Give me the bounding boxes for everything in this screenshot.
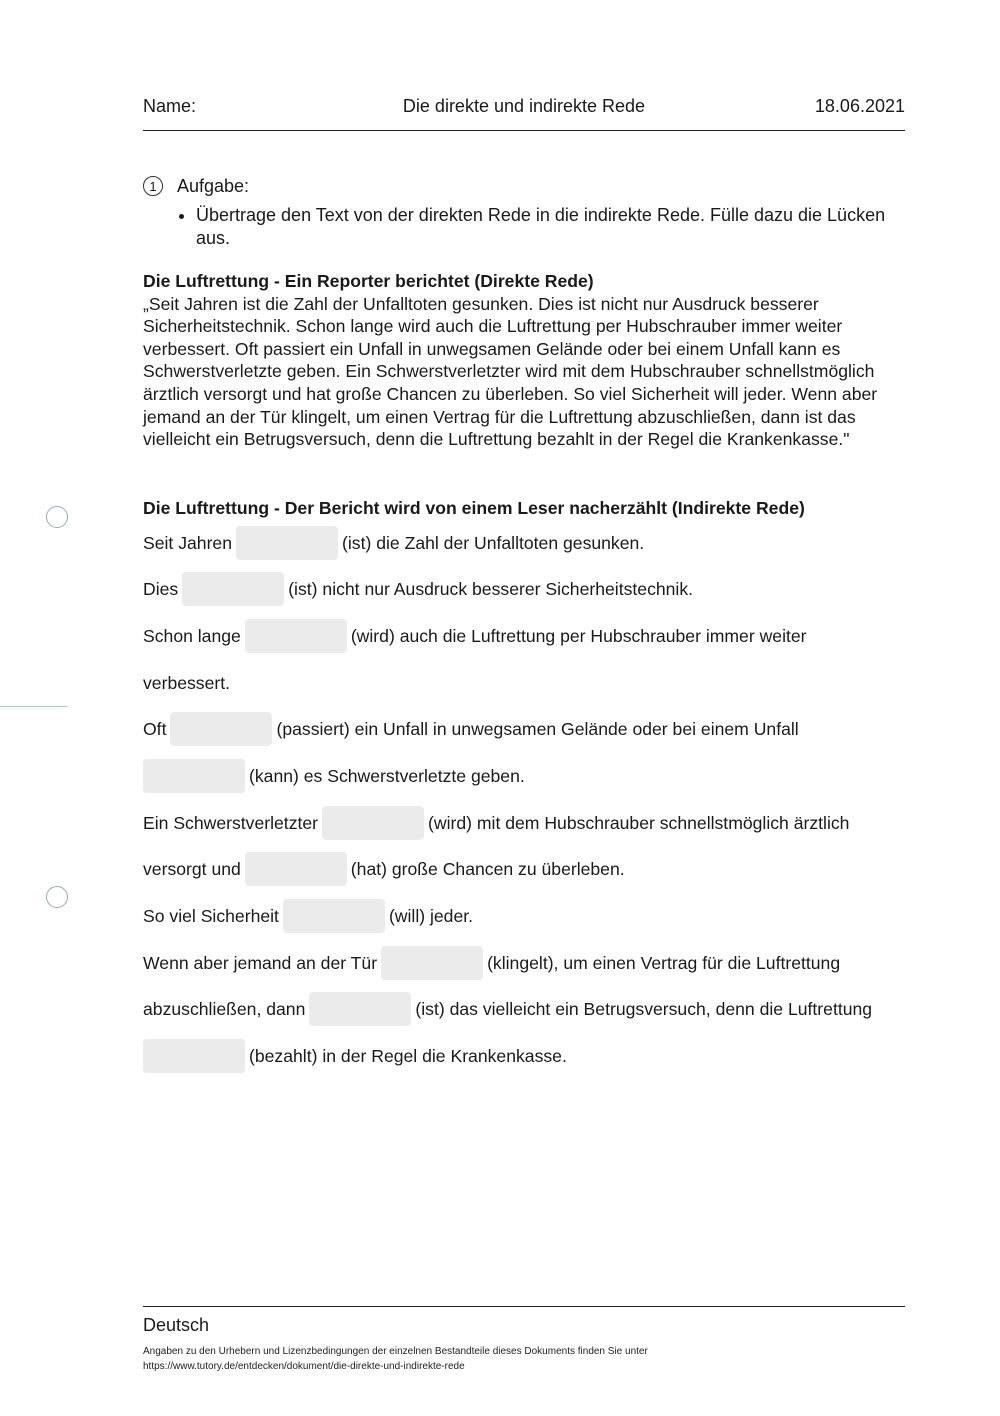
gap-line-text-after: (ist) das vielleicht ein Betrugsversuch, denn die Luftrettung: [415, 998, 873, 1019]
gap-line-12: [143, 1038, 913, 1074]
gap-line-text-after: (ist) die Zahl der Unfalltoten gesunken.: [342, 532, 645, 553]
task-instruction-list: [143, 204, 905, 250]
task-block: [143, 174, 905, 250]
gap-line-text-before: abzuschließen, dann: [143, 998, 306, 1019]
gap-input-11[interactable]: [143, 1039, 245, 1073]
gap-line-text-after: (kann) es Schwerstverletzte geben.: [249, 765, 525, 786]
gap-line-1: [143, 525, 913, 561]
gap-line-text-after: (will) jeder.: [388, 905, 474, 926]
gap-line-5: [143, 711, 913, 747]
gap-input-9[interactable]: [381, 946, 483, 980]
gap-line-7: [143, 805, 913, 841]
gap-input-10[interactable]: [309, 992, 411, 1026]
gap-input-2[interactable]: [182, 572, 284, 606]
gap-line-text-after: (wird) mit dem Hubschrauber schnellstmöglich ärztlich: [428, 812, 850, 833]
gap-line-text-after: (klingelt), um einen Vertrag für die Luftrettung: [487, 952, 841, 973]
task-number-badge: 1: [143, 176, 163, 196]
gap-line-text-before: So viel Sicherheit: [143, 905, 279, 926]
gap-line-4: [143, 665, 913, 701]
subject-label: Deutsch: [143, 1315, 210, 1335]
page-title: Die direkte und indirekte Rede: [402, 96, 646, 116]
gap-input-5[interactable]: [143, 759, 245, 793]
gap-line-text-after: (passiert) ein Unfall in unwegsamen Gelände oder bei einem Unfall: [276, 718, 799, 739]
gap-input-1[interactable]: [236, 526, 338, 560]
gap-line-8: [143, 851, 913, 887]
direct-speech-heading: Die Luftrettung - Ein Reporter berichtet (Direkte Rede): [143, 271, 594, 291]
task-label: Aufgabe:: [177, 175, 250, 196]
fold-mark: [0, 706, 67, 707]
license-url: https://www.tutory.de/entdecken/dokument/die-direkte-und-indirekte-rede: [143, 1361, 465, 1372]
gap-input-7[interactable]: [245, 852, 347, 886]
gap-line-text-before: Seit Jahren: [143, 532, 232, 553]
direct-speech-text: „Seit Jahren ist die Zahl der Unfalltoten gesunken. Dies ist nicht nur Ausdruck besserer Sicherheitstechnik. Schon lange wird auch die Luftrettung per Hubschrauber immer weiter verbessert. Oft passiert ein Unfall in unwegsamen Gelände oder bei einem Unfall kann es Schwerstverletzte geben. Ein Schwerstverletzter wird mit dem Hubschrauber schnellstmöglich ärztlich versorgt und hat große Chancen zu überleben. So viel Sicherheit will jeder. Wenn aber jemand an der Tür klingelt, um einen Vertrag für die Luftrettung abzuschließen, dann ist das vielleicht ein Betrugsversuch, denn die Luftrettung bezahlt in der Regel die Krankenkasse.": [143, 293, 878, 450]
license-note-text: Angaben zu den Urhebern und Lizenzbedingungen der einzelnen Bestandteile dieses Dokuments finden Sie unter: [143, 1346, 648, 1357]
task-instruction: • Übertrage den Text von der direkten Rede in die indirekte Rede. Fülle dazu die Lücken aus.: [196, 204, 905, 250]
gap-line-9: [143, 898, 913, 934]
gap-line-2: [143, 571, 913, 607]
gap-line-text-before: Oft: [143, 718, 167, 739]
gap-line-text-before: versorgt und: [143, 858, 241, 879]
gap-line-text-after: (ist) nicht nur Ausdruck besserer Sicherheitstechnik.: [288, 578, 694, 599]
indirect-speech-heading: Die Luftrettung - Der Bericht wird von einem Leser nacherzählt (Indirekte Rede): [143, 498, 805, 518]
gap-line-text-before: Dies: [143, 578, 179, 599]
page-footer: [143, 1306, 905, 1374]
gap-input-6[interactable]: [322, 806, 424, 840]
gap-line-text-before: Ein Schwerstverletzter: [143, 812, 319, 833]
gap-line-11: [143, 991, 913, 1027]
gap-line-3: [143, 618, 913, 654]
gap-line-6: [143, 758, 913, 794]
punch-hole-top: [46, 506, 68, 528]
gap-line-text-after: (bezahlt) in der Regel die Krankenkasse.: [249, 1045, 567, 1066]
gap-line-text: verbessert.: [143, 672, 231, 693]
gap-line-text-before: Wenn aber jemand an der Tür: [143, 952, 378, 973]
license-note: [143, 1344, 905, 1374]
gap-line-text-after: (hat) große Chancen zu überleben.: [350, 858, 625, 879]
punch-hole-bottom: [46, 886, 68, 908]
direct-speech-section: [143, 270, 905, 451]
name-label: Name:: [143, 96, 197, 116]
date: 18.06.2021: [814, 96, 905, 116]
gap-line-text-before: Schon lange: [143, 625, 241, 646]
gap-input-3[interactable]: [245, 619, 347, 653]
gap-input-8[interactable]: [283, 899, 385, 933]
gap-input-4[interactable]: [170, 712, 272, 746]
gap-line-text-after: (wird) auch die Luftrettung per Hubschrauber immer weiter: [350, 625, 807, 646]
gap-line-10: [143, 945, 913, 981]
page-header: [143, 94, 905, 131]
